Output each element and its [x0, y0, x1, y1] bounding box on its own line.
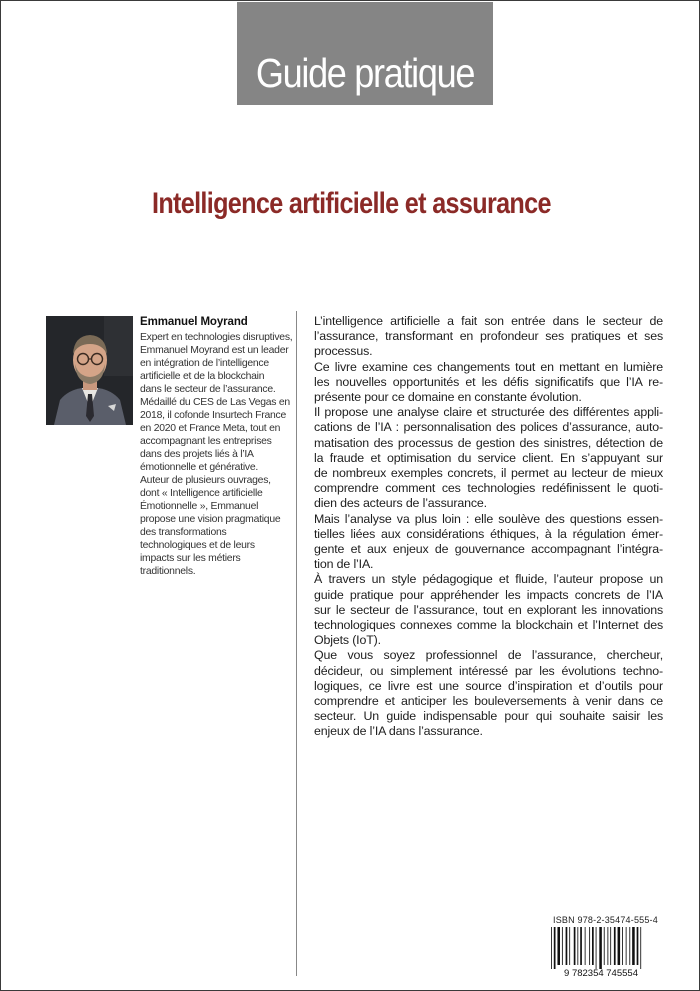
summary-line: technologiques connexes comme la blockchain et l’Internet des: [314, 618, 663, 633]
barcode-bar: [632, 927, 635, 965]
barcode-bar: [592, 927, 594, 965]
summary-line: Ce livre examine ces changements tout en mettant en lumière: [314, 359, 663, 374]
barcode-bar: [589, 927, 590, 965]
summary-paragraph: [314, 572, 663, 648]
barcode-bar: [618, 927, 621, 965]
bio-line: dans des projets liés à l’IA: [140, 449, 254, 460]
barcode-icon: [545, 926, 657, 978]
bio-line: en intégration de l’intelligence: [140, 358, 269, 369]
summary-line: sur le secteur de l’assurance, tout en explorant les innovations: [314, 602, 663, 617]
summary-paragraph: [314, 314, 663, 360]
bio-line: Expert en technologies disruptives,: [140, 332, 293, 343]
bio-line: technologiques et de leurs: [140, 540, 255, 551]
summary-line: L’intelligence artificielle a fait son entrée dans le secteur de: [314, 314, 663, 328]
summary-line: gente et aux enjeux de gouvernance accompagnant l’intégra-: [314, 542, 663, 557]
summary-paragraph: [314, 405, 663, 511]
summary-line: les nouvelles opportunités et les défis significatifs que l’IA re-: [314, 374, 663, 389]
barcode-bar: [562, 927, 563, 965]
barcode-bar: [596, 927, 597, 969]
summary-line: Il propose une analyse claire et structurée des différentes appli-: [314, 405, 663, 420]
summary-line: Mais l’analyse va plus loin : elle soulève des questions essen-: [314, 511, 663, 526]
summary-paragraph: [314, 360, 663, 406]
summary-line: la fraude et optimisation du service client. En s’appuyant sur: [314, 450, 663, 465]
book-title-text: Intelligence artificielle et assurance: [151, 187, 551, 220]
barcode-bar: [551, 927, 552, 969]
summary-line: guide pratique pour appréhender les impacts concrets de l’IA: [314, 587, 663, 602]
summary-line: décideur, ou simplement intéressé par les évolutions techno-: [314, 663, 663, 678]
summary-line: tielles liées aux considérations éthiques, à la régulation émer-: [314, 526, 663, 541]
summary-line: Objets (IoT).: [314, 633, 381, 648]
barcode-bar: [614, 927, 616, 965]
bio-line: en 2020 et France Meta, tout en: [140, 423, 281, 434]
summary-line: tion de l’IA.: [314, 557, 374, 572]
bio-line: émotionnelle et générative.: [140, 462, 259, 473]
summary-line: processus.: [314, 344, 373, 359]
barcode-bar: [622, 927, 623, 965]
summary-text: [314, 314, 663, 740]
barcode-bar: [607, 927, 608, 965]
barcode-bar: [585, 927, 586, 965]
bio-line: Emmanuel Moyrand est un leader: [140, 345, 289, 356]
barcode-bar: [637, 927, 639, 965]
barcode-bar: [557, 927, 560, 965]
bio-line: Médaillé du CES de Las Vegas en: [140, 397, 290, 408]
barcode-bar: [554, 927, 556, 969]
barcode-bar: [580, 927, 582, 965]
barcode-bar: [640, 927, 641, 969]
summary-line: Que vous soyez professionnel de l’assurance, chercheur,: [314, 648, 663, 663]
summary-line: secteur. Un guide indispensable pour qui souhaite saisir les: [314, 709, 663, 724]
barcode-bar: [604, 927, 605, 965]
summary-line: logiques, ce livre est une source d’inspiration et d’outils pour: [314, 678, 663, 693]
isbn-label: ISBN 978-2-35474-555-4: [553, 915, 658, 925]
bio-line: dans le secteur de l’assurance.: [140, 384, 276, 395]
collection-banner: [237, 2, 493, 105]
bio-line: propose une vision pragmatique: [140, 514, 281, 525]
summary-paragraph: [314, 512, 663, 573]
collection-label: Guide pratique: [255, 50, 475, 96]
bio-line: des transformations: [140, 527, 227, 538]
bio-line: artificielle et de la blockchain: [140, 371, 265, 382]
summary-line: présente pour ce domaine en constante évolution.: [314, 390, 582, 405]
bio-line: traditionnels.: [140, 566, 196, 577]
bio-line: 2018, il cofonde Insurtech France: [140, 410, 286, 421]
author-bio: [140, 331, 292, 578]
summary-line: comprendre comment ces technologies redéfinissent le quoti-: [314, 481, 663, 496]
summary-line: cations de l’IA : personnalisation des polices d’assurance, auto-: [314, 420, 663, 435]
barcode-bar: [599, 927, 602, 969]
bio-line: Émotionnelle », Emmanuel: [140, 501, 259, 512]
summary-line: l’assurance, transformant en profondeur ses pratiques et ses: [314, 329, 663, 344]
summary-paragraph: [314, 648, 663, 739]
barcode-bar: [610, 927, 611, 965]
bio-line: impacts sur les métiers: [140, 553, 241, 564]
book-title: [1, 187, 700, 221]
barcode-bar: [569, 927, 570, 965]
bio-line: dont « Intelligence artificielle: [140, 488, 263, 499]
author-portrait-icon: [46, 316, 133, 425]
author-photo: [46, 316, 133, 425]
barcode-bar: [577, 927, 578, 965]
barcode-bar: [626, 927, 627, 965]
summary-line: enjeux de l’IA dans l’assurance.: [314, 724, 483, 739]
barcode-digits: 9 782354 745554: [564, 968, 638, 978]
summary-line: dien des acteurs de l’assurance.: [314, 496, 487, 511]
barcode-bar: [574, 927, 576, 965]
summary-line: À travers un style pédagogique et fluide, l’auteur propose un: [314, 572, 663, 587]
bio-line: Auteur de plusieurs ouvrages,: [140, 475, 271, 486]
summary-line: comprendre et anticiper les bouleversements à venir dans ce: [314, 694, 663, 709]
column-divider: [296, 311, 297, 976]
barcode-bar: [566, 927, 568, 965]
summary-line: de nombreux exemples concrets, il permet au lecteur de mieux: [314, 466, 663, 481]
author-name: Emmanuel Moyrand: [140, 316, 248, 328]
summary-line: matisation des processus de gestion des sinistres, détection de: [314, 435, 663, 450]
bio-line: accompagnant les entreprises: [140, 436, 272, 447]
barcode-bar: [629, 927, 630, 965]
